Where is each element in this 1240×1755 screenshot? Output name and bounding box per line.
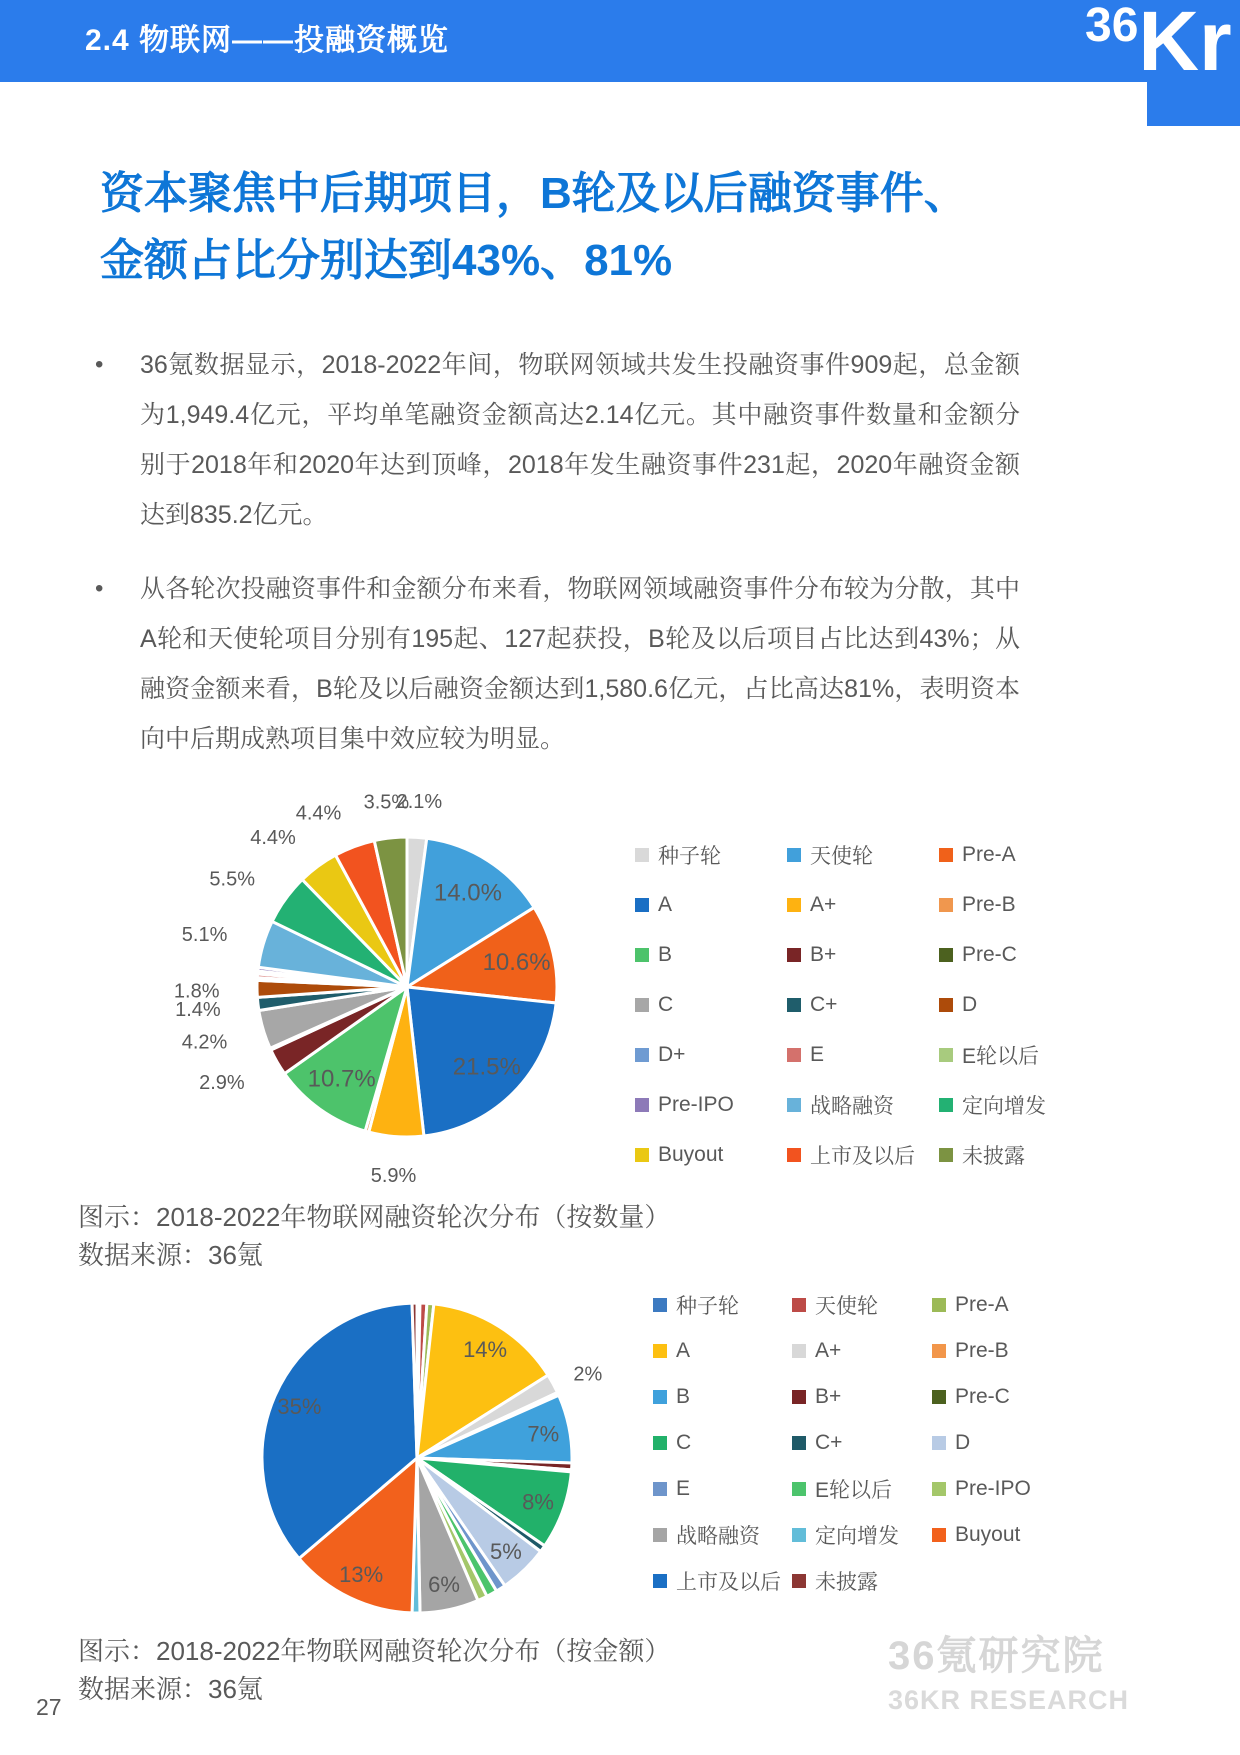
legend-swatch — [635, 848, 649, 862]
legend-swatch — [939, 1048, 953, 1062]
legend-swatch — [787, 998, 801, 1012]
legend-label: E — [676, 1477, 691, 1500]
pie-data-label: 3.5% — [363, 791, 410, 814]
pie-data-label: 5% — [490, 1539, 522, 1564]
legend-item-Buyout — [932, 1523, 1031, 1547]
watermark-en: 36KR RESEARCH — [888, 1685, 1130, 1715]
legend-item-Pre-IPO — [932, 1477, 1031, 1501]
legend-swatch — [939, 848, 953, 862]
pie-data-label: 2.1% — [396, 790, 443, 813]
legend-label: 定向增发 — [962, 1095, 1046, 1118]
legend-item-Pre-C — [932, 1385, 1031, 1409]
legend-label: 天使轮 — [815, 1295, 878, 1318]
pie-data-label: 8% — [522, 1489, 554, 1515]
pie-data-label: 10.6% — [482, 948, 551, 976]
legend-swatch — [635, 1048, 649, 1062]
legend-item-D — [939, 993, 1046, 1017]
legend-label: Pre-IPO — [658, 1093, 734, 1116]
legend-label: 战略融资 — [676, 1525, 760, 1548]
legend-swatch — [787, 898, 801, 912]
legend-label: D — [962, 993, 978, 1016]
legend-item-C — [653, 1431, 792, 1455]
legend-item-B — [653, 1385, 792, 1409]
legend-label: 种子轮 — [658, 845, 721, 868]
legend-label: A — [676, 1339, 691, 1362]
page-title-line2: 金额占比分别达到43%、81% — [100, 236, 673, 285]
legend-swatch — [792, 1528, 806, 1542]
pie-data-label: 1.8% — [173, 980, 220, 1003]
legend-label: 未披露 — [962, 1145, 1025, 1168]
36kr-logo — [1085, 0, 1232, 88]
bullet-paragraph-1 — [95, 340, 1020, 540]
chart1-caption — [78, 1198, 670, 1274]
legend-item-E轮以后 — [792, 1474, 932, 1504]
bullet-text-1: 36氪数据显示，2018-2022年间，物联网领域共发生投融资事件909起，总金额为1,949.4亿元，平均单笔融资金额高达2.14亿元。其中融资事件数量和金额分别于2018年和2020年达到顶峰，2018年发生融资事件231起，2020年融资金额达到835.2亿元。 — [140, 351, 1020, 529]
legend-item-Pre-A — [932, 1293, 1031, 1317]
pie-data-label: 21.5% — [452, 1053, 521, 1081]
legend-swatch — [635, 1098, 649, 1112]
watermark-cn: 36氪研究院 — [888, 1634, 1105, 1678]
legend-label: C+ — [810, 993, 838, 1016]
page-number: 27 — [36, 1694, 62, 1720]
pie-data-label: 1.4% — [175, 999, 221, 1022]
legend-swatch — [792, 1298, 806, 1312]
legend-swatch — [635, 948, 649, 962]
legend-item-B — [635, 943, 787, 967]
legend-label: A — [658, 893, 673, 916]
legend-item-Pre-C — [939, 943, 1046, 967]
legend-label: 定向增发 — [815, 1525, 899, 1548]
pie-data-label: 5.9% — [370, 1165, 417, 1187]
legend-item-未披露 — [939, 1140, 1046, 1170]
legend-label: A+ — [815, 1339, 842, 1362]
legend-label: 上市及以后 — [676, 1571, 781, 1594]
legend-item-种子轮 — [635, 840, 787, 870]
legend-swatch — [653, 1482, 667, 1496]
legend-item-天使轮 — [792, 1290, 932, 1320]
chart1-caption-source: 数据来源：36氪 — [78, 1240, 263, 1270]
legend-item-Pre-A — [939, 843, 1046, 867]
legend-item-Pre-IPO — [635, 1093, 787, 1117]
legend-label: Pre-A — [955, 1293, 1009, 1316]
legend-label: Pre-C — [962, 943, 1017, 966]
legend-label: Buyout — [658, 1143, 724, 1166]
legend-swatch — [792, 1436, 806, 1450]
legend-swatch — [932, 1482, 946, 1496]
legend-label: E — [810, 1043, 825, 1066]
legend-swatch — [653, 1528, 667, 1542]
legend-label: Pre-C — [955, 1385, 1010, 1408]
chart2-caption-title: 图示：2018-2022年物联网融资轮次分布（按金额） — [78, 1636, 671, 1666]
legend-label: 上市及以后 — [810, 1145, 915, 1168]
page-title-line1: 资本聚焦中后期项目，B轮及以后融资事件、 — [100, 169, 968, 218]
legend-swatch — [653, 1436, 667, 1450]
legend-item-B+ — [792, 1385, 932, 1409]
pie-data-label: 4.2% — [181, 1031, 228, 1054]
legend-swatch — [932, 1436, 946, 1450]
legend-label: 种子轮 — [676, 1295, 739, 1318]
watermark — [888, 1624, 1129, 1716]
legend-swatch — [653, 1390, 667, 1404]
legend-swatch — [787, 848, 801, 862]
legend-item-战略融资 — [653, 1520, 792, 1550]
legend-swatch — [787, 1048, 801, 1062]
legend-label: Pre-B — [955, 1339, 1009, 1362]
pie-data-label: 14.0% — [433, 879, 502, 907]
pie-data-label: 2% — [573, 1363, 603, 1386]
legend-swatch — [787, 1098, 801, 1112]
legend-by-count — [635, 830, 1046, 1180]
legend-label: D — [955, 1431, 971, 1454]
legend-swatch — [787, 948, 801, 962]
legend-swatch — [939, 998, 953, 1012]
legend-item-E — [787, 1043, 939, 1067]
legend-item-天使轮 — [787, 840, 939, 870]
legend-label: Pre-A — [962, 843, 1016, 866]
legend-swatch — [787, 1148, 801, 1162]
legend-label: B+ — [815, 1385, 842, 1408]
legend-swatch — [635, 1148, 649, 1162]
pie-chart-by-count — [90, 690, 730, 1200]
legend-item-A+ — [787, 893, 939, 917]
bullet-marker: • — [95, 351, 104, 378]
legend-item-A+ — [792, 1339, 932, 1363]
legend-item-A — [635, 893, 787, 917]
legend-label: B — [658, 943, 673, 966]
pie-data-label: 4.4% — [295, 802, 342, 825]
legend-swatch — [653, 1298, 667, 1312]
section-heading: 2.4 物联网——投融资概览 — [85, 24, 450, 57]
legend-label: C — [658, 993, 674, 1016]
legend-swatch — [653, 1344, 667, 1358]
chart1-caption-title: 图示：2018-2022年物联网融资轮次分布（按数量） — [78, 1202, 671, 1232]
legend-item-定向增发 — [792, 1520, 932, 1550]
pie-data-label: 13% — [339, 1561, 384, 1587]
legend-swatch — [932, 1390, 946, 1404]
legend-item-战略融资 — [787, 1090, 939, 1120]
legend-item-E轮以后 — [939, 1040, 1046, 1070]
legend-swatch — [792, 1574, 806, 1588]
legend-label: A+ — [810, 893, 837, 916]
legend-swatch — [932, 1344, 946, 1358]
legend-item-Pre-B — [939, 893, 1046, 917]
legend-item-C+ — [787, 993, 939, 1017]
legend-swatch — [792, 1344, 806, 1358]
chart2-caption — [78, 1632, 670, 1708]
pie-data-label: 2.9% — [199, 1071, 245, 1094]
pie-data-label: 35% — [277, 1393, 322, 1419]
pie-data-label: 5.1% — [181, 924, 228, 946]
legend-swatch — [932, 1298, 946, 1312]
legend-label: Buyout — [955, 1523, 1021, 1546]
pie-data-label: 5.5% — [209, 868, 255, 891]
legend-label: C — [676, 1431, 692, 1454]
legend-item-C+ — [792, 1431, 932, 1455]
pie-data-label: 10.7% — [307, 1065, 376, 1093]
legend-swatch — [792, 1482, 806, 1496]
pie-data-label: 4.4% — [250, 827, 296, 849]
legend-item-B+ — [787, 943, 939, 967]
legend-item-种子轮 — [653, 1290, 792, 1320]
legend-label: D+ — [658, 1043, 686, 1066]
legend-label: E轮以后 — [815, 1479, 893, 1502]
legend-item-D+ — [635, 1043, 787, 1067]
legend-swatch — [792, 1390, 806, 1404]
legend-swatch — [939, 1148, 953, 1162]
legend-label: 未披露 — [815, 1571, 878, 1594]
legend-item-A — [653, 1339, 792, 1363]
legend-item-上市及以后 — [653, 1566, 792, 1596]
legend-label: C+ — [815, 1431, 843, 1454]
legend-swatch — [939, 898, 953, 912]
legend-item-未披露 — [792, 1566, 932, 1596]
logo-36-text: 36 — [1085, 0, 1139, 52]
legend-item-E — [653, 1477, 792, 1501]
legend-label: Pre-B — [962, 893, 1016, 916]
legend-swatch — [635, 898, 649, 912]
legend-label: B — [676, 1385, 691, 1408]
legend-swatch — [939, 1098, 953, 1112]
legend-swatch — [932, 1528, 946, 1542]
legend-swatch — [653, 1574, 667, 1588]
page-title — [100, 160, 1060, 294]
pie-data-label: 7% — [527, 1421, 560, 1447]
bullet-text-2: 从各轮次投融资事件和金额分布来看，物联网领域融资事件分布较为分散，其中A轮和天使轮项目分别有195起、127起获投，B轮及以后项目占比达到43%；从融资金额来看，B轮及以后融资金额达到1,580.6亿元，占比高达81%，表明资本向中后期成熟项目集中效应较为明显。 — [140, 575, 1020, 753]
legend-item-上市及以后 — [787, 1140, 939, 1170]
legend-swatch — [939, 948, 953, 962]
legend-label: Pre-IPO — [955, 1477, 1031, 1500]
pie-data-label: 14% — [463, 1336, 508, 1362]
legend-item-Pre-B — [932, 1339, 1031, 1363]
legend-label: 战略融资 — [810, 1095, 894, 1118]
logo-kr-text: Kr — [1138, 0, 1232, 88]
pie-data-label: 6% — [428, 1571, 460, 1597]
bullet-marker: • — [95, 575, 104, 602]
legend-item-Buyout — [635, 1143, 787, 1167]
legend-swatch — [635, 998, 649, 1012]
legend-item-定向增发 — [939, 1090, 1046, 1120]
legend-by-amount — [653, 1282, 1031, 1604]
legend-label: 天使轮 — [810, 845, 873, 868]
legend-label: B+ — [810, 943, 837, 966]
chart2-caption-source: 数据来源：36氪 — [78, 1674, 263, 1704]
legend-label: E轮以后 — [962, 1045, 1040, 1068]
legend-item-D — [932, 1431, 1031, 1455]
legend-item-C — [635, 993, 787, 1017]
